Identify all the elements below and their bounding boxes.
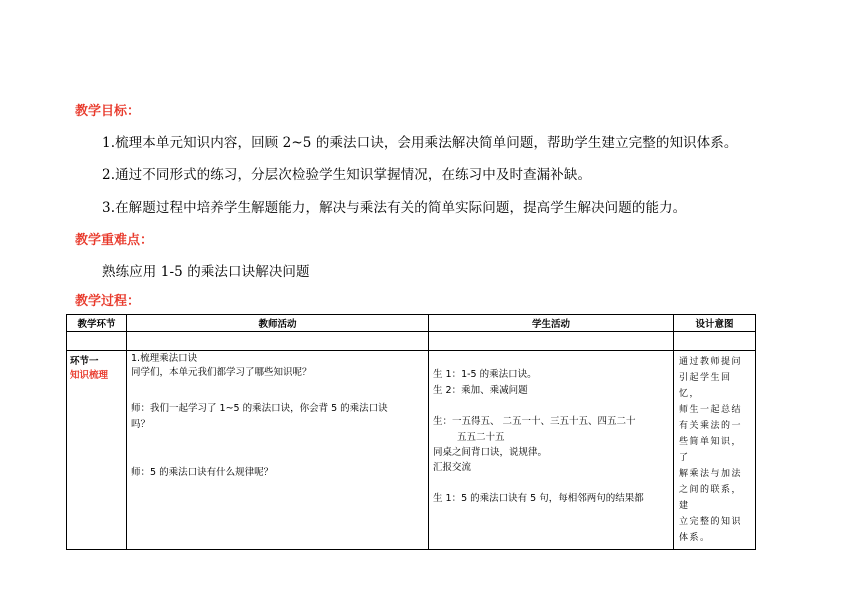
header-stage: 教学环节 xyxy=(67,315,127,332)
design-line: 有关乘法的一 xyxy=(679,421,743,431)
table-header-row xyxy=(67,315,756,332)
stage-cell xyxy=(67,351,127,550)
stage-name: 知识梳理 xyxy=(70,370,109,381)
teaching-process-table xyxy=(66,314,756,550)
teacher-line: 师：5 的乘法口诀有什么规律呢？ xyxy=(131,467,274,478)
student-activity-cell xyxy=(429,351,674,550)
teacher-line: 师：我们一起学习了 1~5 的乘法口诀，你会背 5 的乘法口诀 xyxy=(131,403,388,414)
teacher-line: 吗？ xyxy=(131,419,151,430)
design-line: 之间的联系，建 xyxy=(679,485,743,511)
student-line: 汇报交流 xyxy=(433,462,472,473)
header-design-intent: 设计意图 xyxy=(674,315,756,332)
table-row xyxy=(67,351,756,550)
teacher-line: 1.梳理乘法口诀 xyxy=(131,353,198,364)
design-line: 些简单知识，了 xyxy=(679,437,743,463)
design-line: 立完整的知识 xyxy=(679,517,743,527)
process-heading: 教学过程： xyxy=(75,294,141,309)
student-line: 生 2：乘加、乘减问题 xyxy=(433,385,528,396)
header-student-activity: 学生活动 xyxy=(429,315,674,332)
student-line: 生 1：5 的乘法口诀有 5 句，每相邻两句的结果都 xyxy=(433,493,644,504)
goals-heading: 教学目标： xyxy=(75,104,141,119)
goal-item: 1.梳理本单元知识内容，回顾 2~5 的乘法口诀，会用乘法解决简单问题，帮助学生建立完整的知识体系。 xyxy=(102,135,738,151)
goal-item: 2.通过不同形式的练习，分层次检验学生知识掌握情况，在练习中及时查漏补缺。 xyxy=(102,167,592,183)
design-line: 师生一起总结 xyxy=(679,405,743,415)
stage-number: 环节一 xyxy=(70,356,99,367)
design-intent-cell xyxy=(674,351,756,550)
student-line: 五五二十五 xyxy=(457,432,505,443)
teacher-line: 同学们，本单元我们都学习了哪些知识呢？ xyxy=(131,367,312,378)
design-line: 体系。 xyxy=(679,533,711,543)
goal-item: 3.在解题过程中培养学生解题能力，解决与乘法有关的简单实际问题，提高学生解决问题的能力。 xyxy=(102,200,687,216)
student-line: 同桌之间背口诀，说规律。 xyxy=(433,447,548,458)
key-points-text: 熟练应用 1-5 的乘法口诀解决问题 xyxy=(102,264,310,280)
teacher-activity-cell xyxy=(127,351,429,550)
student-line: 生 1：1-5 的乘法口诀。 xyxy=(433,369,537,380)
key-points-heading: 教学重难点： xyxy=(75,233,154,248)
header-teacher-activity: 教师活动 xyxy=(127,315,429,332)
design-line: 解乘法与加法 xyxy=(679,469,743,479)
design-line: 引起学生回忆， xyxy=(679,373,732,399)
design-line: 通过教师提问 xyxy=(679,357,743,367)
student-line: 生：一五得五、 二五一十、三五十五、四五二十 xyxy=(433,416,636,427)
table-blank-row xyxy=(67,332,756,351)
